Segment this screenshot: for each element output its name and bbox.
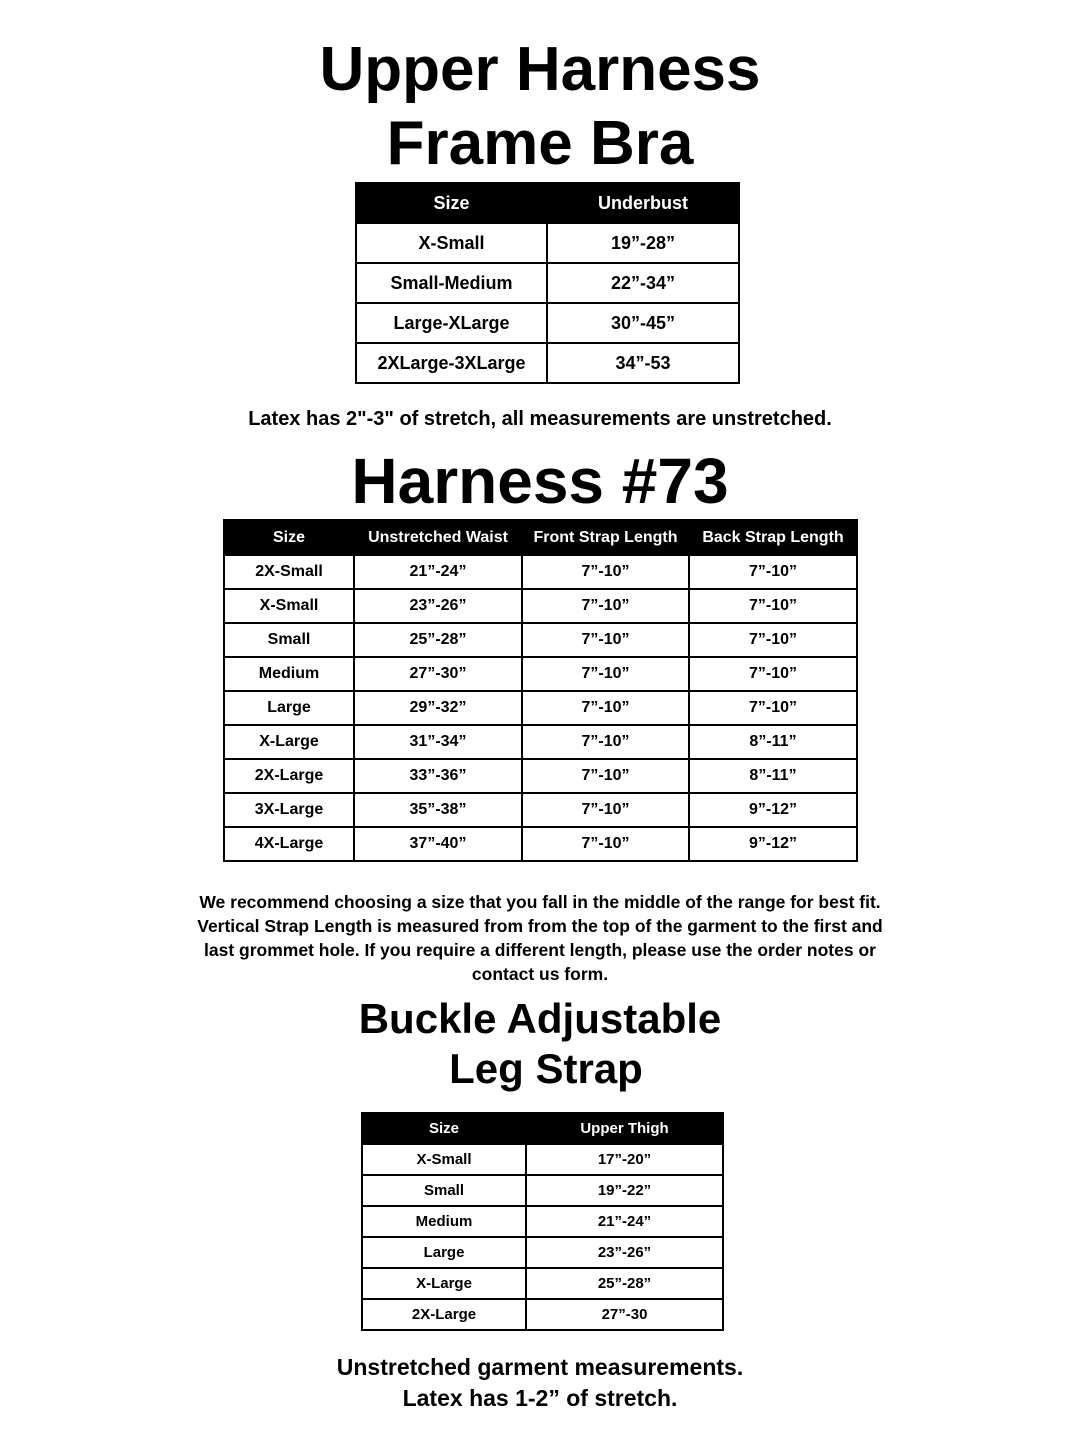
leg-strap-note-line1: Unstretched garment measurements.: [336, 1354, 744, 1380]
header-size: Size: [224, 520, 354, 555]
header-size: Size: [356, 183, 547, 223]
header-front-strap-length: Front Strap Length: [522, 520, 689, 555]
back-strap-cell: 7”-10”: [689, 623, 857, 657]
size-cell: Small: [362, 1175, 526, 1206]
size-cell: X-Small: [224, 589, 354, 623]
waist-cell: 35”-38”: [354, 793, 522, 827]
front-strap-cell: 7”-10”: [522, 657, 689, 691]
table-row: [362, 1206, 723, 1237]
table-row: [224, 555, 857, 589]
table-row: [224, 657, 857, 691]
waist-cell: 33”-36”: [354, 759, 522, 793]
size-cell: 2X-Small: [224, 555, 354, 589]
front-strap-cell: 7”-10”: [522, 759, 689, 793]
size-cell: X-Large: [224, 725, 354, 759]
back-strap-cell: 9”-12”: [689, 827, 857, 861]
table-row: [362, 1144, 723, 1175]
table-row: [224, 623, 857, 657]
upper-thigh-cell: 19”-22”: [526, 1175, 723, 1206]
header-size: Size: [362, 1113, 526, 1144]
size-cell: Large: [224, 691, 354, 725]
table-header-row: [362, 1113, 723, 1144]
waist-cell: 21”-24”: [354, 555, 522, 589]
table-row: [224, 827, 857, 861]
frame-bra-title-line2: Frame Bra: [386, 109, 694, 178]
size-cell: 3X-Large: [224, 793, 354, 827]
back-strap-cell: 8”-11”: [689, 725, 857, 759]
underbust-cell: 30”-45”: [547, 303, 739, 343]
harness-73-title: Harness #73: [351, 445, 729, 517]
size-cell: Medium: [362, 1206, 526, 1237]
table-row: [362, 1237, 723, 1268]
back-strap-cell: 8”-11”: [689, 759, 857, 793]
table-header-row: [224, 520, 857, 555]
size-cell: Small: [224, 623, 354, 657]
size-cell: X-Small: [356, 223, 547, 263]
back-strap-cell: 7”-10”: [689, 691, 857, 725]
table-row: [356, 343, 739, 383]
back-strap-cell: 7”-10”: [689, 657, 857, 691]
waist-cell: 23”-26”: [354, 589, 522, 623]
table-row: [224, 793, 857, 827]
waist-cell: 37”-40”: [354, 827, 522, 861]
size-cell: 2X-Large: [362, 1299, 526, 1330]
frame-bra-size-table: [355, 182, 740, 384]
harness-73-note-line4: contact us form.: [471, 964, 609, 984]
size-cell: X-Large: [362, 1268, 526, 1299]
header-unstretched-waist: Unstretched Waist: [354, 520, 522, 555]
front-strap-cell: 7”-10”: [522, 691, 689, 725]
front-strap-cell: 7”-10”: [522, 555, 689, 589]
table-row: [356, 223, 739, 263]
size-cell: 2XLarge-3XLarge: [356, 343, 547, 383]
size-cell: Large-XLarge: [356, 303, 547, 343]
waist-cell: 25”-28”: [354, 623, 522, 657]
waist-cell: 27”-30”: [354, 657, 522, 691]
harness-73-note-line1: We recommend choosing a size that you fall in the middle of the range for best fit.: [199, 892, 881, 912]
leg-strap-note-line2: Latex has 1-2” of stretch.: [402, 1385, 678, 1411]
upper-thigh-cell: 17”-20”: [526, 1144, 723, 1175]
back-strap-cell: 7”-10”: [689, 589, 857, 623]
back-strap-cell: 9”-12”: [689, 793, 857, 827]
size-cell: X-Small: [362, 1144, 526, 1175]
frame-bra-title-line1: Upper Harness: [319, 35, 761, 104]
waist-cell: 29”-32”: [354, 691, 522, 725]
upper-thigh-cell: 21”-24”: [526, 1206, 723, 1237]
header-upper-thigh: Upper Thigh: [526, 1113, 723, 1144]
back-strap-cell: 7”-10”: [689, 555, 857, 589]
size-cell: Small-Medium: [356, 263, 547, 303]
front-strap-cell: 7”-10”: [522, 793, 689, 827]
upper-thigh-cell: 25”-28”: [526, 1268, 723, 1299]
size-cell: 4X-Large: [224, 827, 354, 861]
table-row: [224, 691, 857, 725]
table-header-row: [356, 183, 739, 223]
leg-strap-title-line1: Buckle Adjustable: [358, 995, 722, 1042]
frame-bra-stretch-note: Latex has 2"-3" of stretch, all measurements are unstretched.: [248, 408, 832, 430]
underbust-cell: 22”-34”: [547, 263, 739, 303]
front-strap-cell: 7”-10”: [522, 623, 689, 657]
front-strap-cell: 7”-10”: [522, 589, 689, 623]
upper-thigh-cell: 27”-30: [526, 1299, 723, 1330]
size-cell: 2X-Large: [224, 759, 354, 793]
upper-thigh-cell: 23”-26”: [526, 1237, 723, 1268]
underbust-cell: 34”-53: [547, 343, 739, 383]
header-underbust: Underbust: [547, 183, 739, 223]
size-cell: Medium: [224, 657, 354, 691]
leg-strap-size-table: [361, 1112, 724, 1331]
table-row: [224, 759, 857, 793]
leg-strap-title-line2: Leg Strap: [449, 1045, 643, 1092]
table-row: [224, 725, 857, 759]
underbust-cell: 19”-28”: [547, 223, 739, 263]
table-row: [224, 589, 857, 623]
table-row: [362, 1268, 723, 1299]
table-row: [362, 1299, 723, 1330]
table-row: [356, 303, 739, 343]
header-back-strap-length: Back Strap Length: [689, 520, 857, 555]
harness-73-note-line2: Vertical Strap Length is measured from from the top of the garment to the first and: [197, 916, 883, 936]
harness-73-note-line3: last grommet hole. If you require a different length, please use the order notes or: [204, 940, 876, 960]
waist-cell: 31”-34”: [354, 725, 522, 759]
front-strap-cell: 7”-10”: [522, 827, 689, 861]
front-strap-cell: 7”-10”: [522, 725, 689, 759]
size-cell: Large: [362, 1237, 526, 1268]
harness-73-size-table: [223, 519, 858, 862]
table-row: [362, 1175, 723, 1206]
table-row: [356, 263, 739, 303]
